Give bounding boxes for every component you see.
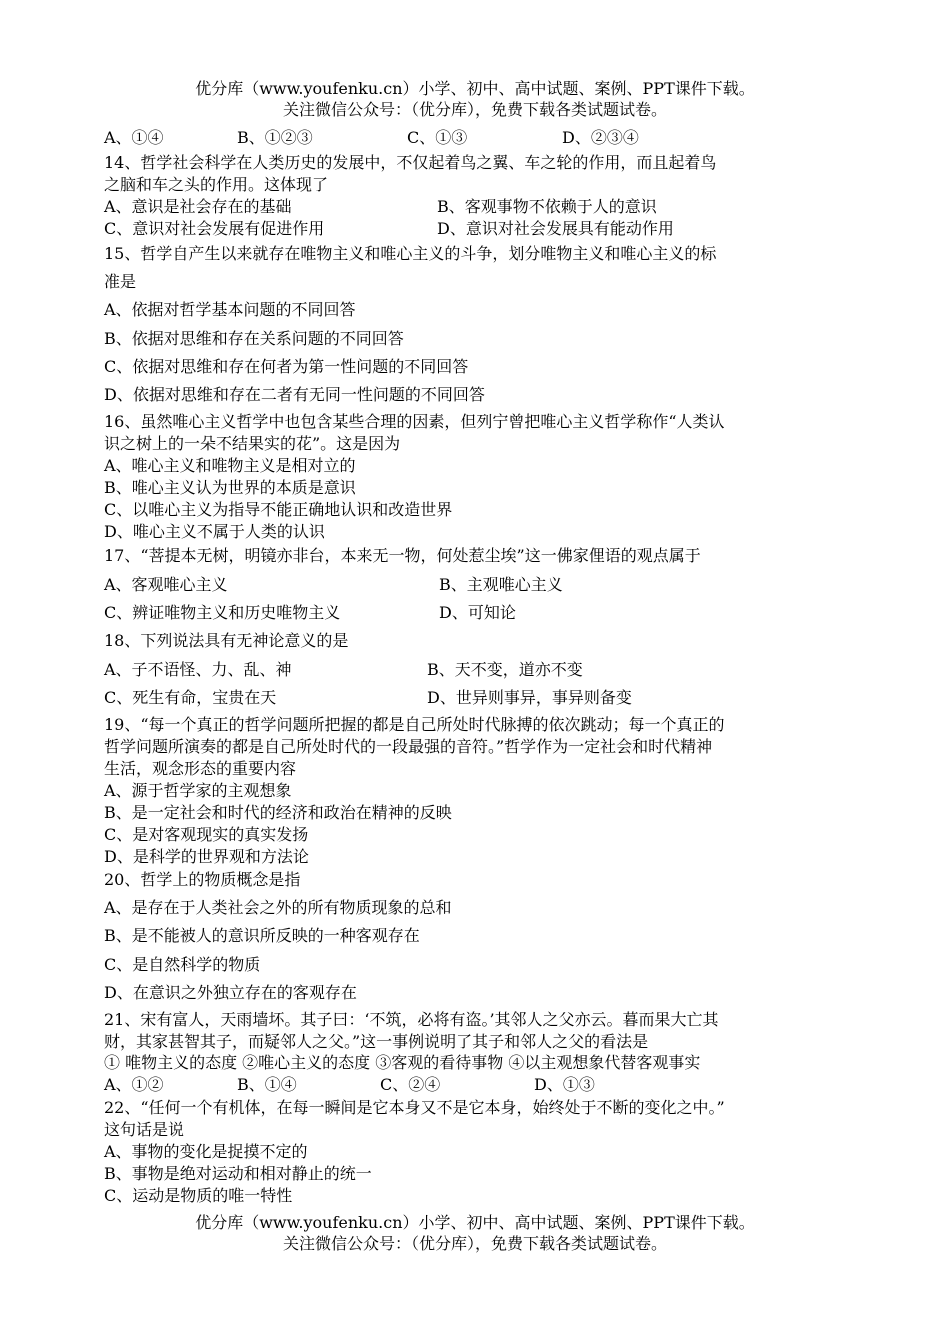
q17-option-b: B、主观唯心主义 xyxy=(439,575,563,594)
q17-stem-line-1: 17、“菩提本无树，明镜亦非台，本来无一物，何处惹尘埃”这一佛家俚语的观点属于 xyxy=(104,546,701,565)
q17-option-d: D、可知论 xyxy=(439,603,516,622)
page-footer-line-2: 关注微信公众号：（优分库），免费下载各类试题试卷。 xyxy=(282,1234,667,1253)
q20-stem-line-1: 20、哲学上的物质概念是指 xyxy=(104,870,301,889)
q19-stem-line-3: 生活，观念形态的重要内容 xyxy=(104,759,297,778)
q13-option-b: B、①②③ xyxy=(237,128,313,147)
q21-stem-line-1: 21、宋有富人，天雨墙坏。其子曰：‘不筑，必将有盗。’其邻人之父亦云。暮而果大亡其 xyxy=(104,1010,719,1029)
q21-option-a: A、①② xyxy=(104,1075,164,1094)
q16-stem-line-1: 16、虽然唯心主义哲学中也包含某些合理的因素，但列宁曾把唯心主义哲学称作“人类认 xyxy=(104,412,725,431)
q13-option-d: D、②③④ xyxy=(562,128,639,147)
q22-stem-line-1: 22、“任何一个有机体，在每一瞬间是它本身又不是它本身，始终处于不断的变化之中。” xyxy=(104,1098,725,1117)
q13-option-c: C、①③ xyxy=(407,128,468,147)
q20-option-b: B、是不能被人的意识所反映的一种客观存在 xyxy=(104,926,420,945)
q18-option-c: C、死生有命，宝贵在天 xyxy=(104,688,277,707)
q15-option-d: D、依据对思维和存在二者有无同一性问题的不同回答 xyxy=(104,385,485,404)
page-header-line-2: 关注微信公众号：（优分库），免费下载各类试题试卷。 xyxy=(282,100,667,119)
q18-option-d: D、世异则事异，事异则备变 xyxy=(427,688,632,707)
q16-option-a: A、唯心主义和唯物主义是相对立的 xyxy=(104,456,356,475)
q18-stem-line-1: 18、下列说法具有无神论意义的是 xyxy=(104,631,349,650)
q18-option-a: A、子不语怪、力、乱、神 xyxy=(104,660,292,679)
q16-option-b: B、唯心主义认为世界的本质是意识 xyxy=(104,478,356,497)
q21-stem-line-2: 财，其家甚智其子，而疑邻人之父。”这一事例说明了其子和邻人之父的看法是 xyxy=(104,1032,649,1051)
q20-option-d: D、在意识之外独立存在的客观存在 xyxy=(104,983,357,1002)
q15-option-b: B、依据对思维和存在关系问题的不同回答 xyxy=(104,329,404,348)
q18-option-b: B、天不变，道亦不变 xyxy=(427,660,583,679)
q21-option-c: C、②④ xyxy=(380,1075,441,1094)
q19-option-b: B、是一定社会和时代的经济和政治在精神的反映 xyxy=(104,803,452,822)
q21-option-b: B、①④ xyxy=(237,1075,297,1094)
page-header-line-1: 优分库（www.youfenku.cn）小学、初中、高中试题、案例、PPT课件下载。 xyxy=(195,79,755,98)
q19-option-d: D、是科学的世界观和方法论 xyxy=(104,847,309,866)
q20-option-a: A、是存在于人类社会之外的所有物质现象的总和 xyxy=(104,898,452,917)
q16-stem-line-2: 识之树上的一朵不结果实的花”。这是因为 xyxy=(104,434,401,453)
q16-option-d: D、唯心主义不属于人类的认识 xyxy=(104,522,325,541)
q21-option-d: D、①③ xyxy=(534,1075,595,1094)
q19-stem-line-2: 哲学问题所演奏的都是自己所处时代的一段最强的音符。”哲学作为一定社会和时代精神 xyxy=(104,737,713,756)
page-footer-line-1: 优分库（www.youfenku.cn）小学、初中、高中试题、案例、PPT课件下载。 xyxy=(195,1213,755,1232)
q15-stem-line-2: 准是 xyxy=(104,272,137,291)
q16-option-c: C、以唯心主义为指导不能正确地认识和改造世界 xyxy=(104,500,453,519)
q14-option-b: B、客观事物不依赖于人的意识 xyxy=(437,197,657,216)
q15-option-c: C、依据对思维和存在何者为第一性问题的不同回答 xyxy=(104,357,469,376)
q22-stem-line-2: 这句话是说 xyxy=(104,1120,185,1139)
q20-option-c: C、是自然科学的物质 xyxy=(104,955,261,974)
q22-option-c: C、运动是物质的唯一特性 xyxy=(104,1186,293,1205)
q17-option-c: C、辨证唯物主义和历史唯物主义 xyxy=(104,603,341,622)
q14-option-a: A、意识是社会存在的基础 xyxy=(104,197,292,216)
q19-option-a: A、源于哲学家的主观想象 xyxy=(104,781,292,800)
q19-stem-line-1: 19、“每一个真正的哲学问题所把握的都是自己所处时代脉搏的依次跳动；每一个真正的 xyxy=(104,715,725,734)
q22-option-b: B、事物是绝对运动和相对静止的统一 xyxy=(104,1164,372,1183)
q15-stem-line-1: 15、哲学自产生以来就存在唯物主义和唯心主义的斗争，划分唯物主义和唯心主义的标 xyxy=(104,244,717,263)
q13-option-a: A、①④ xyxy=(104,128,164,147)
q14-stem-line-1: 14、哲学社会科学在人类历史的发展中，不仅起着鸟之翼、车之轮的作用，而且起着鸟 xyxy=(104,153,717,172)
q14-option-d: D、意识对社会发展具有能动作用 xyxy=(437,219,674,238)
q14-option-c: C、意识对社会发展有促进作用 xyxy=(104,219,325,238)
q21-statements: ① 唯物主义的态度 ②唯心主义的态度 ③客观的看待事物 ④以主观想象代替客观事实 xyxy=(104,1053,701,1072)
q22-option-a: A、事物的变化是捉摸不定的 xyxy=(104,1142,308,1161)
q19-option-c: C、是对客观现实的真实发扬 xyxy=(104,825,309,844)
q17-option-a: A、客观唯心主义 xyxy=(104,575,228,594)
q15-option-a: A、依据对哲学基本问题的不同回答 xyxy=(104,300,356,319)
q14-stem-line-2: 之脑和车之头的作用。这体现了 xyxy=(104,175,329,194)
